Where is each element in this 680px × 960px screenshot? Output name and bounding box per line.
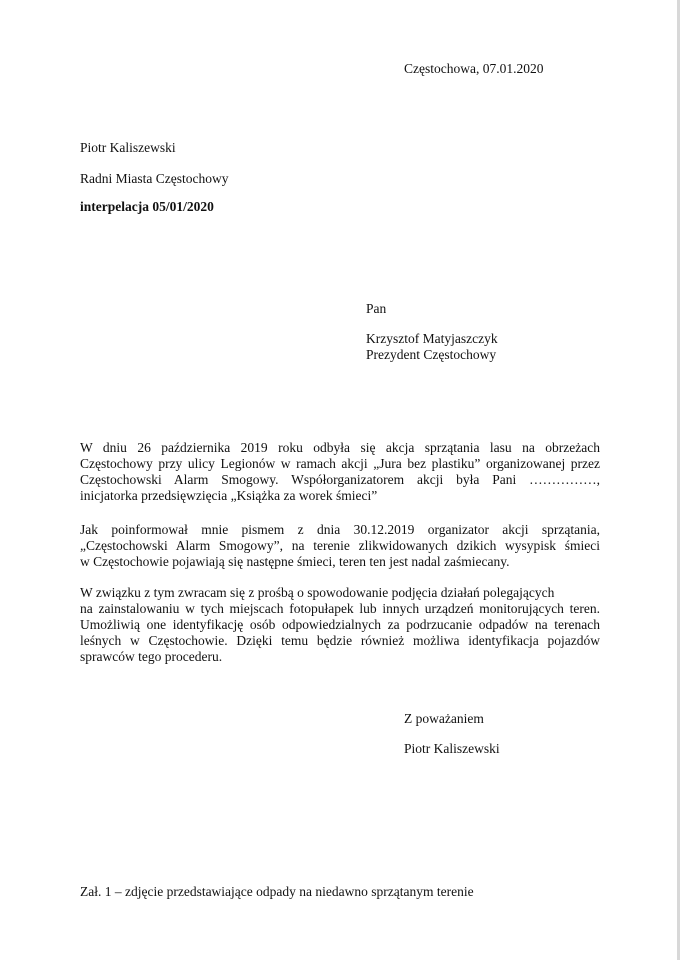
paragraph-line: w Częstochowie pojawiają się następne śmieci, teren ten jest nadal zaśmiecany. — [80, 554, 510, 569]
signature-name: Piotr Kaliszewski — [404, 741, 500, 756]
recipient-salutation: Pan — [366, 301, 387, 316]
paragraph-line: Częstochowski Alarm Smogowy. Współorganizatorem akcji była Pani ……………, — [80, 472, 600, 487]
paragraph-line: na zainstalowaniu w tych miejscach fotopułapek lub innych urządzeń monitorujących teren. — [80, 601, 600, 616]
paragraph-line: Częstochowy przy ulicy Legionów w ramach akcji „Jura bez plastiku” organizowanej przez — [80, 456, 600, 471]
date-line: Częstochowa, 07.01.2020 — [404, 61, 544, 76]
paragraph-3 — [80, 585, 600, 665]
closing-regards: Z poważaniem — [404, 711, 484, 726]
paragraph-1 — [80, 440, 600, 504]
paragraph-line: W związku z tym zwracam się z prośbą o spowodowanie podjęcia działań polegających — [80, 585, 555, 600]
paragraph-line: sprawców tego procederu. — [80, 649, 223, 664]
paragraph-line: Jak poinformował mnie pismem z dnia 30.12.2019 organizator akcji sprzątania, — [80, 522, 600, 537]
paragraph-line: inicjatorka przedsięwzięcia „Książka za worek śmieci” — [80, 488, 378, 503]
paragraph-line: „Częstochowski Alarm Smogowy”, na terenie zlikwidowanych dzikich wysypisk śmieci — [80, 538, 600, 553]
interpellation-reference: interpelacja 05/01/2020 — [80, 199, 214, 214]
paragraph-2 — [80, 522, 600, 570]
recipient-name: Krzysztof Matyjaszczyk — [366, 331, 498, 346]
paragraph-line: Umożliwią one identyfikację osób odpowiedzialnych za podrzucanie odpadów na terenach — [80, 617, 600, 632]
recipient-title: Prezydent Częstochowy — [366, 347, 497, 362]
paragraph-line: W dniu 26 października 2019 roku odbyła się akcja sprzątania lasu na obrzeżach — [80, 440, 600, 455]
attachment-note: Zał. 1 – zdjęcie przedstawiające odpady na niedawno sprzątanym terenie — [80, 884, 474, 899]
paragraph-line: leśnych w Częstochowie. Dzięki temu będzie również możliwa identyfikacja pojazdów — [80, 633, 600, 648]
sender-role: Radni Miasta Częstochowy — [80, 171, 229, 186]
sender-name: Piotr Kaliszewski — [80, 140, 176, 155]
